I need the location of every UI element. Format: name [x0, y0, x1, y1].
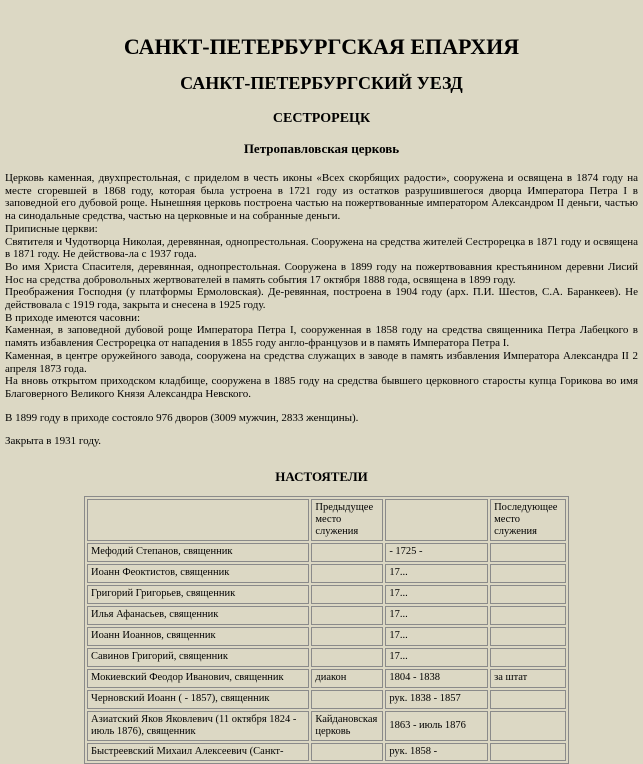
table-cell: за штат	[490, 669, 566, 688]
table-cell	[490, 585, 566, 604]
table-cell: 17...	[385, 585, 488, 604]
table-row	[87, 606, 566, 625]
table-cell: Савинов Григорий, священник	[87, 648, 309, 667]
table-row	[87, 543, 566, 562]
table-cell: 1804 - 1838	[385, 669, 488, 688]
households-text: В 1899 году в приходе состояло 976 дворов (3009 мужчин, 2833 женщины).	[5, 411, 359, 424]
header-cell	[87, 499, 309, 541]
table-cell: 17...	[385, 627, 488, 646]
table-row	[87, 648, 566, 667]
table-cell: Мокиевский Феодор Иванович, священник	[87, 669, 309, 688]
table-row	[87, 690, 566, 709]
table-cell: Иоанн Иоаннов, священник	[87, 627, 309, 646]
table-row	[87, 564, 566, 583]
eparchy-title: САНКТ-ПЕТЕРБУРГСКАЯ ЕПАРХИЯ	[123, 34, 520, 59]
table-cell: 17...	[385, 648, 488, 667]
table-cell: Азиатский Яков Яковлевич (11 октября 1824 - июль 1876), священник	[87, 711, 309, 741]
table-cell: рук. 1858 -	[385, 743, 488, 761]
closed-text: Закрыта в 1931 году.	[5, 435, 102, 448]
table-row	[87, 669, 566, 688]
paragraph: Приписные церкви:	[5, 222, 98, 235]
table-cell	[490, 690, 566, 709]
table-cell	[311, 543, 383, 562]
uyezd-title: САНКТ-ПЕТЕРБУРГСКИЙ УЕЗД	[180, 73, 463, 93]
table-row	[87, 627, 566, 646]
church-title: Петропавловская церковь	[243, 141, 400, 156]
page	[0, 34, 643, 764]
rectors-table	[84, 496, 569, 764]
table-cell	[490, 743, 566, 761]
paragraph: Во имя Христа Спасителя, деревянная, однопрестольная. Сооружена в 1899 году на пожертвовавния крестьянином деревни Лисий Нос на средства добровольных жертвователей в память события 17 октября 1888 года, освящена в 1899 году.	[5, 260, 638, 286]
paragraph: Святителя и Чудотворца Николая, деревянная, однопрестольная. Сооружена на средства жителей Сестрорецка в 1871 году и освящена в 1871 году. Не действова-ла с 1937 года.	[5, 235, 638, 261]
table-cell	[490, 543, 566, 562]
header-cell: Предыдущее место служения	[311, 499, 383, 541]
table-cell	[490, 606, 566, 625]
table-row	[87, 711, 566, 741]
table-cell	[311, 585, 383, 604]
table-header-row	[87, 499, 566, 541]
table-cell	[311, 606, 383, 625]
table-cell: 1863 - июль 1876	[385, 711, 488, 741]
table-cell: 17...	[385, 564, 488, 583]
table-cell	[311, 743, 383, 761]
table-cell	[490, 648, 566, 667]
header-cell	[385, 499, 488, 541]
paragraph: Церковь каменная, двухпрестольная, с приделом в честь иконы «Всех скорбящих радости», сооружена и освящена в 1874 году на месте сгоревшей в 1868 году, которая была устроена в 1721 году из остатков разрушившегося дворца Императора Петра I в заповедной его дубовой роще. Нынешняя церковь построена частью на пожертвованные императором Александром II деньги, частью на синодальные средства, частью на церковные и на собранные деньги.	[5, 172, 638, 223]
table-cell: 17...	[385, 606, 488, 625]
table-cell	[311, 564, 383, 583]
table-cell: диакон	[311, 669, 383, 688]
church-description	[5, 172, 638, 448]
table-cell: Кайдановская церковь	[311, 711, 383, 741]
table-cell: Григорий Григорьев, священник	[87, 585, 309, 604]
table-cell	[490, 711, 566, 741]
paragraph: В приходе имеются часовни:	[5, 311, 141, 324]
table-row	[87, 585, 566, 604]
table-cell: Илья Афанасьев, священник	[87, 606, 309, 625]
table-cell: Быстреевский Михаил Алексеевич (Санкт-	[87, 743, 309, 761]
table-cell	[311, 690, 383, 709]
paragraph: Каменная, в центре оружейного завода, сооружена на средства служащих в заводе в память избавления Императора Александра II 2 апреля 1873 года.	[5, 349, 638, 375]
paragraph: Преображения Господня (у платформы Ермоловская). Де-ревянная, построена в 1904 году (арх. П.И. Шестов, С.А. Баранкеев). Не действовала с 1919 года, закрыта и снесена в 1925 году.	[5, 286, 638, 312]
table-cell: Иоанн Феоктистов, священник	[87, 564, 309, 583]
table-cell	[311, 627, 383, 646]
table-cell	[490, 564, 566, 583]
paragraph: На вновь открытом приходском кладбище, сооружена в 1885 году на средства бывшего церковного старосты купца Горикова во имя Благоверного Великого Князя Александра Невского.	[5, 375, 638, 400]
header-cell: Последующее место служения	[490, 499, 566, 541]
table-cell: Мефодий Степанов, священник	[87, 543, 309, 562]
table-cell: рук. 1838 - 1857	[385, 690, 488, 709]
table-row	[87, 743, 566, 761]
paragraph: Каменная, в заповедной дубовой роще Императора Петра I, сооруженная в 1858 году на средства священника Петра Лабецкого в память избавления Сестрорецка от нападения в 1855 году англо-французов и в память Императора Петра I.	[5, 324, 638, 350]
town-title: СЕСТРОРЕЦК	[272, 111, 371, 126]
table-cell	[311, 648, 383, 667]
rectors-title: НАСТОЯТЕЛИ	[275, 469, 368, 485]
table-cell	[490, 627, 566, 646]
table-cell: Черновский Иоанн ( - 1857), священник	[87, 690, 309, 709]
table-cell: - 1725 -	[385, 543, 488, 562]
